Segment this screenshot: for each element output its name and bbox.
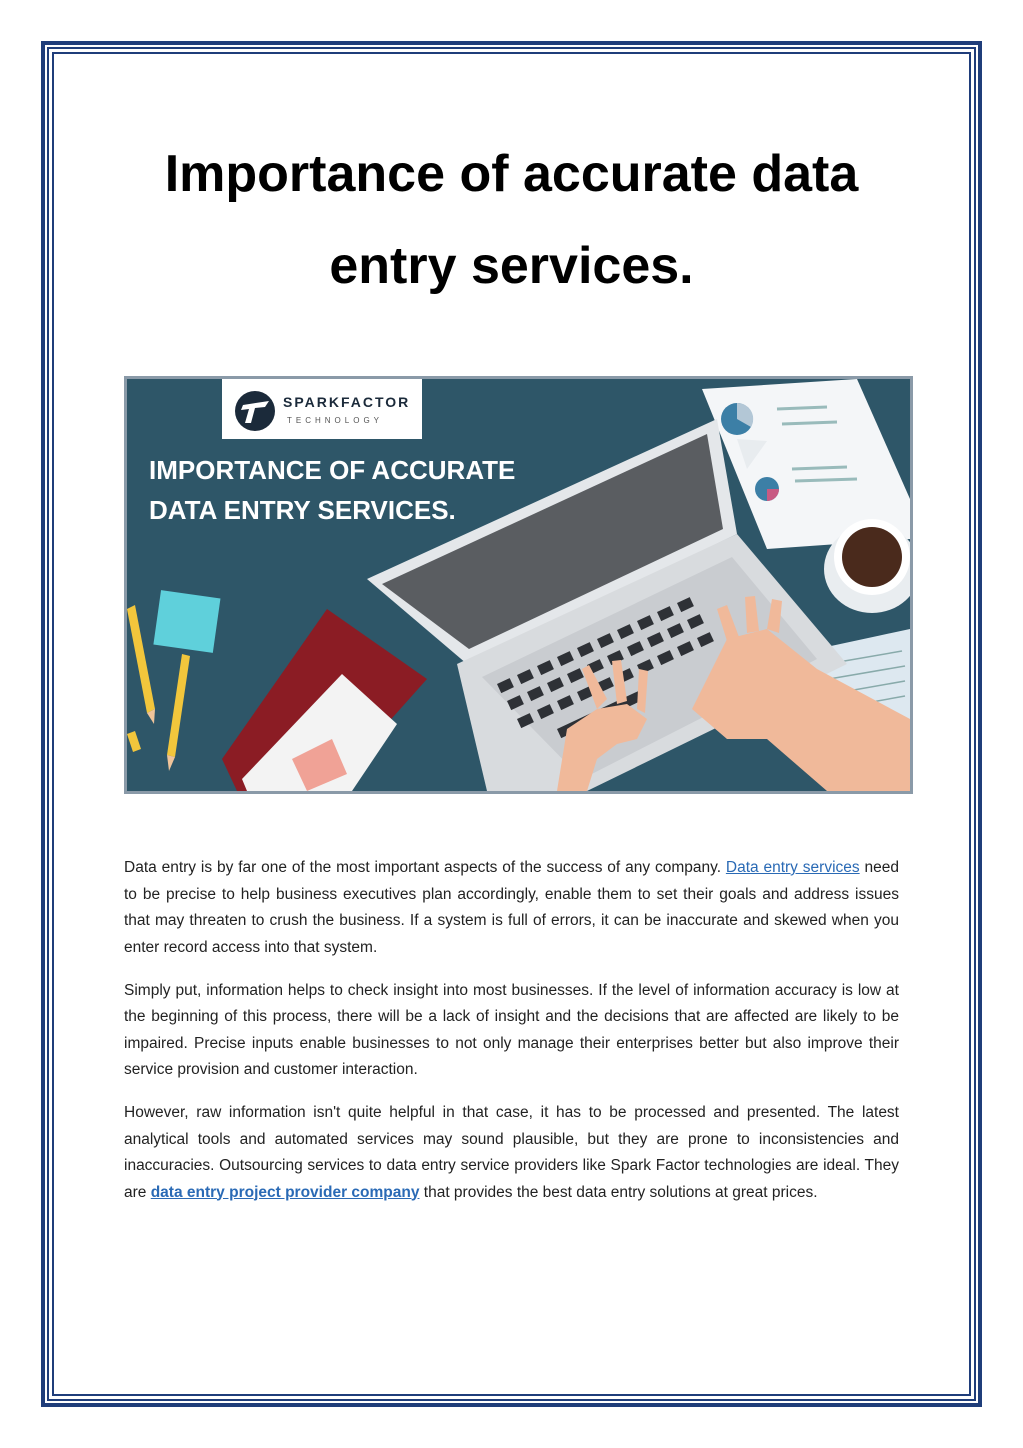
data-entry-services-link[interactable]: Data entry services <box>725 859 860 876</box>
paragraph-3-text-start: However, raw information isn't quite helpful in that case, it has to be processed and presented. The latest analytical tools and automated services may sound plausible, but they are prone to inconsistencies and inaccuracies. Outsourcing services to data entry service providers like Spark Factor technologies are ideal. They are <box>124 1104 899 1201</box>
article-body <box>124 855 899 1223</box>
page-title: Importance of accurate data entry services. <box>164 145 859 295</box>
hero-headline-line2: DATA ENTRY SERVICES. <box>149 495 456 525</box>
sparkfactor-logo <box>222 379 422 439</box>
hero-image <box>124 376 913 794</box>
paragraph-3 <box>124 1100 899 1206</box>
paragraph-1-text-end: need to be precise to help business executives plan accordingly, enable them to set their goals and address issues that may threaten to crush the business. If a system is full of errors, it can be inaccurate and skewed when you enter record access into that system. <box>124 859 899 956</box>
paragraph-3-text-end: that provides the best data entry solutions at great prices. <box>419 1183 818 1201</box>
logo-subtitle: TECHNOLOGY <box>287 416 384 425</box>
paragraph-1-text-start: Data entry is by far one of the most important aspects of the success of any company. <box>124 859 726 876</box>
logo-name: SPARKFACTOR <box>283 394 411 410</box>
hero-illustration <box>127 379 910 791</box>
hero-headline-line1: IMPORTANCE OF ACCURATE <box>149 455 516 485</box>
sticky-note <box>153 590 220 653</box>
data-entry-project-provider-link[interactable]: data entry project provider company <box>150 1183 420 1201</box>
paragraph-1 <box>124 855 899 961</box>
paragraph-2: Simply put, information helps to check insight into most businesses. If the level of information accuracy is low at the beginning of this process, there will be a lack of insight and the decisions that are affected are likely to be impaired. Precise inputs enable businesses to not only manage their enterprises better but also improve their service provision and customer interaction. <box>124 981 899 1078</box>
